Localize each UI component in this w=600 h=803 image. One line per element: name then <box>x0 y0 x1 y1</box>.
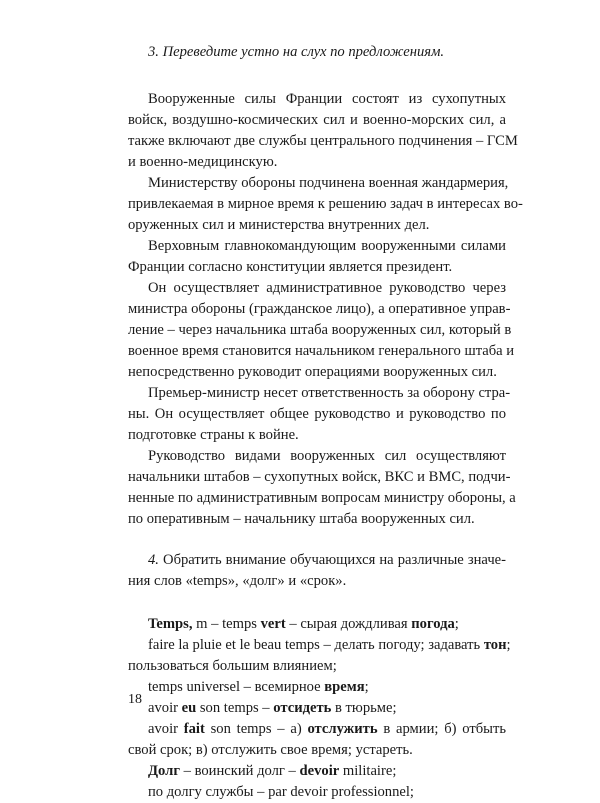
text-line: войск, воздушно-космических сил и военно-морских сил, а <box>128 112 506 128</box>
example-line <box>128 635 511 656</box>
example-line <box>128 614 506 635</box>
text-line: Министерству обороны подчинена военная жандармерия, <box>148 175 509 191</box>
page-body <box>128 42 523 803</box>
bold-term: тон <box>483 637 507 653</box>
bold-term: eu <box>181 700 197 716</box>
example-line: по долгу службы – par devoir professionnel; <box>148 784 414 800</box>
text: son temps – а) <box>204 721 308 737</box>
text-line: ны. Он осуществляет общее руководство и руководство по <box>128 406 506 422</box>
paragraph-3 <box>128 236 506 278</box>
bold-term: отсидеть <box>273 700 332 716</box>
text-line: Вооруженные силы Франции состоят из сухопутных <box>148 91 506 107</box>
example-line <box>128 719 506 740</box>
paragraph-5 <box>128 383 511 446</box>
text-line: Франции согласно конституции является президент. <box>128 259 453 275</box>
section-4-intro <box>128 550 506 592</box>
text-line: ния слов «temps», «долг» и «срок». <box>128 573 347 589</box>
paragraph-6 <box>128 446 516 530</box>
text: в армии; б) отбыть <box>377 721 507 737</box>
section-3-text <box>128 89 523 530</box>
text-line: начальники штабов – сухопутных войск, ВКС и ВМС, подчи- <box>128 469 511 485</box>
section-4-intro-text: Обратить внимание обучающихся на различные значе- <box>158 552 506 568</box>
section-4-number: 4. <box>148 552 159 568</box>
bold-term: отслужить <box>307 721 378 737</box>
text: ; <box>454 616 459 632</box>
text-line: и военно-медицинскую. <box>128 154 278 170</box>
text-line: ненные по административным вопросам министру обороны, а <box>128 490 516 506</box>
section-3-heading: 3. Переведите устно на слух по предложениям. <box>148 44 445 60</box>
bold-term: Долг <box>148 763 180 779</box>
page-number: 18 <box>128 692 142 707</box>
text-line: непосредственно руководит операциями вооруженных сил. <box>128 364 497 380</box>
text: avoir <box>148 721 184 737</box>
text: faire la pluie et le beau temps – делать погоду; задавать <box>148 637 484 653</box>
text-line: по оперативным – начальнику штаба вооруженных сил. <box>128 511 475 527</box>
text: m – temps <box>192 616 261 632</box>
text: avoir <box>148 700 182 716</box>
text-line: военное время становится начальником генерального штаба и <box>128 343 515 359</box>
paragraph-2 <box>128 173 523 236</box>
text-line: также включают две службы центрального подчинения – ГСМ <box>128 133 518 149</box>
text-line: оруженных сил и министерства внутренних дел. <box>128 217 430 233</box>
example-line <box>128 698 506 719</box>
bold-term: время <box>324 679 365 695</box>
bold-term: devoir <box>299 763 340 779</box>
spacer <box>128 530 506 550</box>
text: son temps – <box>196 700 274 716</box>
text-line: Он осуществляет административное руководство через <box>148 280 506 296</box>
bold-term: Temps, <box>148 616 193 632</box>
text-line: привлекаемая в мирное время к решению задач в интересах во- <box>128 196 523 212</box>
paragraph-4 <box>128 278 515 383</box>
bold-term: vert <box>260 616 286 632</box>
text: ; <box>506 637 511 653</box>
text-line <box>128 550 506 571</box>
examples-list <box>128 614 511 803</box>
text-line: ление – через начальника штаба вооруженных сил, который в <box>128 322 512 338</box>
text-line: министра обороны (гражданское лицо), а оперативное управ- <box>128 301 511 317</box>
text-line: Руководство видами вооруженных сил осуществляют <box>148 448 506 464</box>
text: в тюрьме; <box>331 700 397 716</box>
text-line: Верховным главнокомандующим вооруженными силами <box>148 238 506 254</box>
text-line: Премьер-министр несет ответственность за оборону стра- <box>148 385 511 401</box>
text: – сырая дождливая <box>285 616 412 632</box>
example-line <box>128 677 506 698</box>
example-line: свой срок; в) отслужить свое время; устареть. <box>128 742 413 758</box>
text-line: подготовке страны к войне. <box>128 427 299 443</box>
text: – воинский долг – <box>179 763 300 779</box>
example-line <box>128 761 506 782</box>
text: temps universel – всемирное <box>148 679 325 695</box>
text: ; <box>364 679 369 695</box>
example-line: пользоваться большим влиянием; <box>128 658 337 674</box>
bold-term: погода <box>411 616 455 632</box>
spacer <box>128 592 506 614</box>
paragraph-1 <box>128 89 518 173</box>
bold-term: fait <box>183 721 205 737</box>
text: militaire; <box>339 763 397 779</box>
